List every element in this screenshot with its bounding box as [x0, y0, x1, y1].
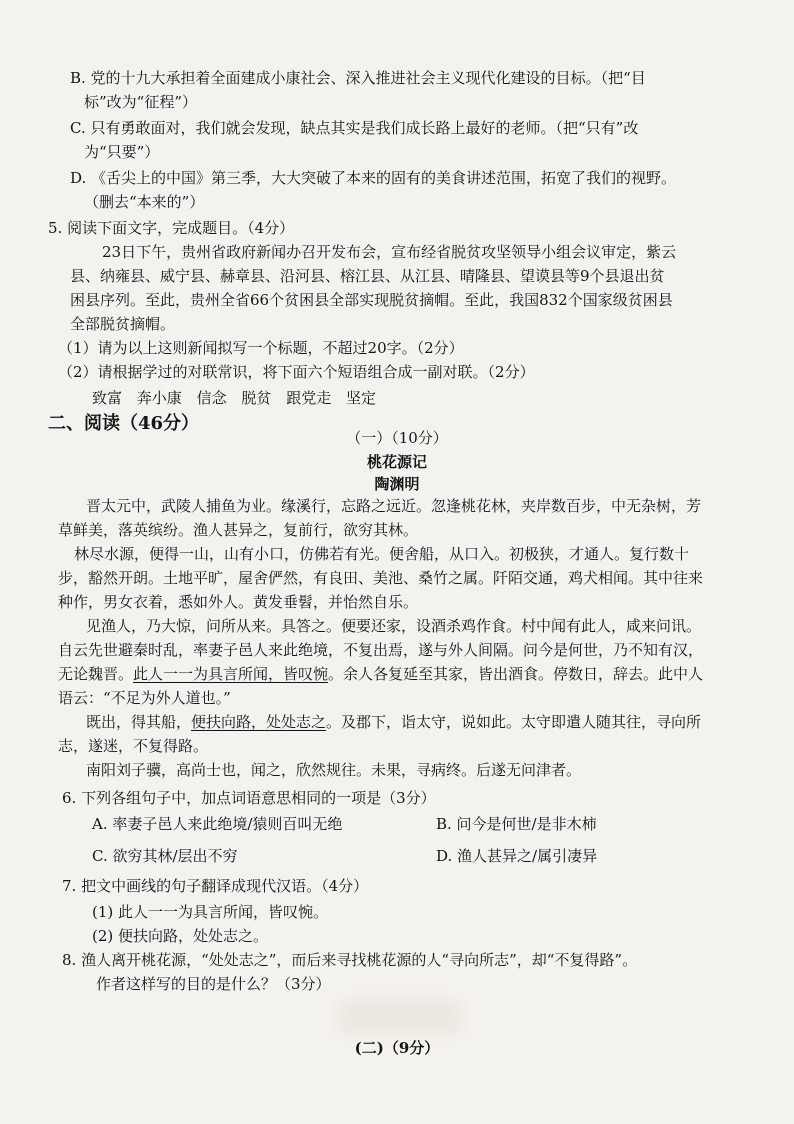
q4-option-d-line2: （删去“本来的”）	[84, 193, 205, 211]
q5-news-line1: 23日下午，贵州省政府新闻办召开发布会，宣布经省脱贫攻坚领导小组会议审定，紫云	[102, 243, 677, 261]
phrase-item: 脱贫	[241, 389, 272, 407]
q8-stem-line2: 作者这样写的目的是什么？（3分）	[96, 975, 331, 993]
phrase-item: 信念	[196, 389, 227, 407]
passage-line: 种作，男女衣着，悉如外人。黄发垂髫，并怡然自乐。	[58, 593, 419, 611]
passage-line	[86, 712, 701, 732]
scan-smudge	[340, 1000, 460, 1034]
q6-option-d: D. 渔人甚异之/属引凄异	[436, 847, 598, 865]
passage-line: 语云：“不足为外人道也。”	[58, 689, 231, 707]
passage-text: 既出，得其船，	[86, 713, 192, 731]
phrase-item: 致富	[92, 389, 123, 407]
part-heading-1: （一）（10分）	[346, 429, 448, 447]
passage-line: 见渔人，乃大惊，问所从来。具答之。便要还家，设酒杀鸡作食。村中闻有此人，咸来问讯。	[86, 617, 702, 635]
passage-line: 草鲜美，落英缤纷。渔人甚异之，复前行，欲穷其林。	[58, 521, 419, 539]
passage-line: 林尽水源，便得一山，山有小口，仿佛若有光。便舍船，从口入。初极狭，才通人。复行数十	[74, 545, 690, 563]
passage-line	[58, 664, 703, 684]
passage-text: 无论魏晋。	[58, 665, 134, 683]
passage-text: 。余人各复延至其家，皆出酒食。停数日，辞去。此中人	[328, 665, 704, 683]
passage-line: 南阳刘子骥，高尚士也，闻之，欣然规往。未果，寻病终。后遂无问津者。	[86, 761, 582, 779]
q5-sub-question-2: （2）请根据学过的对联常识，将下面六个短语组合成一副对联。（2分）	[58, 363, 535, 381]
q7-stem: 7. 把文中画线的句子翻译成现代汉语。（4分）	[62, 877, 369, 895]
q4-option-b-line1: B. 党的十九大承担着全面建成小康社会、深入推进社会主义现代化建设的目标。（把“目	[70, 69, 646, 87]
q6-option-a: A. 率妻子邑人来此绝境/猿则百叫无绝	[92, 815, 343, 833]
q5-news-line2: 县、纳雍县、威宁县、赫章县、沿河县、榕江县、从江县、晴隆县、望谟县等9个县退出贫	[70, 267, 665, 285]
q7-sub-1: (1) 此人一一为具言所闻，皆叹惋。	[92, 903, 329, 921]
q4-option-c-line2: 为“只要”）	[84, 143, 160, 161]
q8-stem-line1: 8. 渔人离开桃花源，“处处志之”，而后来寻找桃花源的人“寻向所志”，却“不复得路”。	[62, 951, 638, 969]
q7-sub-2: (2) 便扶向路，处处志之。	[92, 927, 269, 945]
phrase-item: 跟党走	[286, 389, 332, 407]
q6-option-c: C. 欲穷其林/层出不穷	[92, 847, 238, 865]
q6-stem: 6. 下列各组句子中，加点词语意思相同的一项是（3分）	[62, 789, 436, 807]
q5-stem: 5. 阅读下面文字，完成题目。（4分）	[48, 219, 295, 237]
phrase-item: 奔小康	[136, 389, 182, 407]
passage-line: 志，遂迷，不复得路。	[58, 737, 209, 755]
phrase-item: 坚定	[345, 389, 376, 407]
underlined-sentence-2: 便扶向路，处处志之	[191, 713, 327, 731]
q4-option-d-line1: D. 《舌尖上的中国》第三季，大大突破了本来的固有的美食讲述范围，拓宽了我们的视野。	[70, 169, 677, 187]
passage-line: 晋太元中，武陵人捕鱼为业。缘溪行，忘路之远近。忽逢桃花林，夹岸数百步，中无杂树，芳	[86, 497, 702, 515]
part-heading-2: (二)（9分）	[354, 1039, 440, 1057]
underlined-sentence-1: 此人一一为具言所闻，皆叹惋	[133, 665, 329, 683]
q5-news-line4: 全部脱贫摘帽。	[70, 315, 176, 333]
section-heading: 二、阅读（46分）	[48, 413, 200, 434]
q5-phrase-list	[92, 388, 376, 408]
passage-line: 步，豁然开朗。土地平旷，屋舍俨然，有良田、美池、桑竹之属。阡陌交通，鸡犬相闻。其中往来	[58, 569, 704, 587]
passage-line: 自云先世避秦时乱，率妻子邑人来此绝境，不复出焉，遂与外人间隔。问今是何世，乃不知有汉，	[58, 641, 704, 659]
q5-sub-question-1: （1）请为以上这则新闻拟写一个标题，不超过20字。（2分）	[58, 339, 464, 357]
q4-option-b-line2: 标”改为“征程”）	[84, 93, 198, 111]
passage-title: 桃花源记	[366, 453, 427, 471]
q4-option-c-line1: C. 只有勇敢面对，我们就会发现，缺点其实是我们成长路上最好的老师。（把“只有”改	[70, 119, 639, 137]
q6-option-b: B. 问今是何世/是非木柿	[436, 815, 597, 833]
passage-text: 。及郡下，诣太守，说如此。太守即遣人随其往，寻向所	[326, 713, 702, 731]
q5-news-line3: 困县序列。至此，贵州全省66个贫困县全部实现脱贫摘帽。至此，我国832个国家级贫困县	[70, 291, 673, 309]
passage-author: 陶渊明	[374, 475, 420, 493]
